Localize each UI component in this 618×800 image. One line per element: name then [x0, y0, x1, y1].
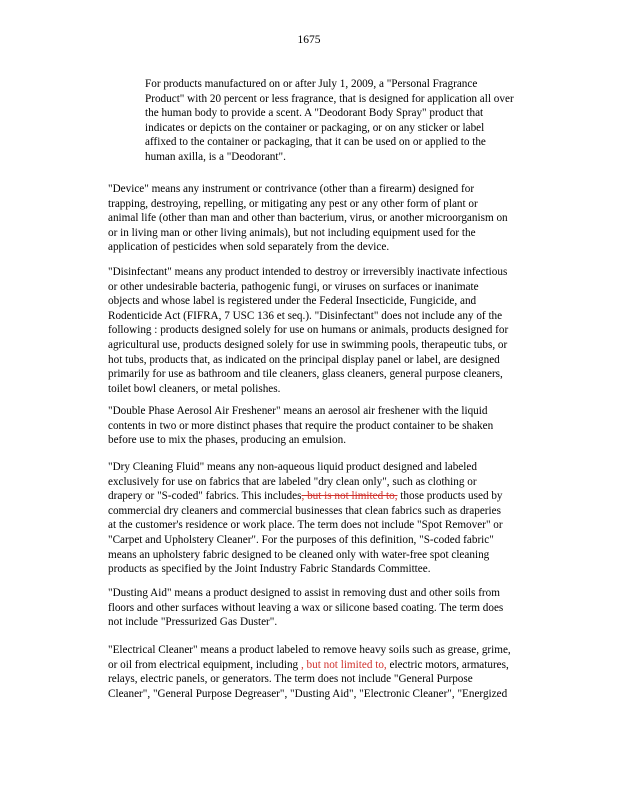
- text-line: [108, 533, 503, 548]
- text-run: the human body to provide a scent. A "Deodorant Body Spray" product that: [145, 107, 484, 120]
- deleted-text: , but is not limited to,: [301, 490, 398, 503]
- text-run: "Dusting Aid" means a product designed to assist in removing dust and other soils from: [108, 587, 500, 599]
- text-run: commercial dry cleaners and commercial businesses that clean fabrics such as draperies: [108, 504, 501, 517]
- text-run: "Electrical Cleaner" means a product labeled to remove heavy soils such as grease, grime,: [108, 644, 511, 656]
- definition-device: [108, 182, 508, 255]
- text-line: [108, 323, 508, 338]
- definition-disinfectant: [108, 265, 508, 396]
- definition-electrical-cleaner: [108, 643, 511, 701]
- text-line: [108, 367, 508, 382]
- text-line: [108, 419, 493, 434]
- text-line: [108, 615, 503, 630]
- text-run: before use to mix the phases, producing an emulsion.: [108, 434, 346, 447]
- text-run: animal life (other than man and other than bacterium, virus, or another microorganism on: [108, 212, 508, 225]
- text-line: [108, 658, 511, 673]
- text-run: or oil from electrical equipment, including: [108, 658, 301, 671]
- text-line: [108, 460, 503, 475]
- text-run: indicates or depicts on the container or packaging, or on any sticker or label: [145, 121, 485, 134]
- text-run: Cleaner", "General Purpose Degreaser", "Dusting Aid", "Electronic Cleaner", "Energized: [108, 687, 508, 700]
- text-run: following : products designed solely for use on humans or animals, products designed for: [108, 324, 509, 337]
- text-line: [108, 687, 511, 702]
- text-run: For products manufactured on or after July 1, 2009, a "Personal Fragrance: [145, 78, 478, 90]
- text-run: those products used by: [397, 490, 503, 503]
- text-run: "Device" means any instrument or contrivance (other than a firearm) designed for: [108, 183, 475, 195]
- text-run: trapping, destroying, repelling, or mitigating any pest or any other form of plant or: [108, 197, 478, 210]
- text-run: primarily for use as bathroom and tile cleaners, glass cleaners, general purpose cleaners,: [108, 368, 503, 381]
- text-line: [108, 211, 508, 226]
- text-line: [108, 294, 508, 309]
- text-line: [108, 643, 511, 658]
- text-line: [108, 433, 493, 448]
- text-run: Product" with 20 percent or less fragrance, that is designed for application all over: [145, 92, 514, 105]
- text-run: Rodenticide Act (FIFRA, 7 USC 136 et seq.). "Disinfectant" does not include any of the: [108, 309, 503, 322]
- text-run: hot tubs, products that, as indicated on the principal display panel or label, are designed: [108, 353, 500, 366]
- text-run: "Dry Cleaning Fluid" means any non-aqueous liquid product designed and labeled: [108, 461, 477, 473]
- text-run: means an upholstery fabric designed to be cleaned only with water-free spot cleaning: [108, 548, 490, 561]
- inserted-text: , but not limited to,: [300, 658, 390, 671]
- definition-dusting-aid: [108, 586, 503, 630]
- text-line: [108, 226, 508, 241]
- text-line: [108, 404, 493, 419]
- text-line: [108, 504, 503, 519]
- text-line: [108, 601, 503, 616]
- definition-double-phase-aerosol: [108, 404, 493, 448]
- text-run: application of pesticides when sold separately from the device.: [108, 241, 390, 254]
- text-run: agricultural use, products designed solely for use in swimming pools, therapeutic tubs, or: [108, 338, 508, 351]
- text-line: [108, 562, 503, 577]
- text-run: floors and other surfaces without leaving a wax or silicone based coating. The term does: [108, 601, 504, 614]
- text-line: [108, 182, 508, 197]
- text-line: [108, 548, 503, 563]
- text-run: affixed to the container or packaging, that it can be used on or applied to the: [145, 136, 486, 149]
- text-line: [108, 280, 508, 295]
- text-run: or other undesirable bacteria, pathogenic fungi, or viruses on surfaces or inanimate: [108, 280, 479, 293]
- text-line: [145, 135, 514, 150]
- text-line: [108, 309, 508, 324]
- text-run: "Carpet and Upholstery Cleaner". For the purposes of this definition, "S-coded fabric": [108, 533, 494, 546]
- text-run: at the customer's residence or work place. The term does not include "Spot Remover" or: [108, 519, 503, 532]
- text-line: [108, 265, 508, 280]
- personal-fragrance-continuation: [145, 77, 514, 165]
- text-line: [108, 672, 511, 687]
- text-line: [145, 92, 514, 107]
- text-line: [108, 382, 508, 397]
- text-line: [108, 518, 503, 533]
- text-line: [108, 240, 508, 255]
- text-line: [108, 475, 503, 490]
- text-run: toilet bowl cleaners, or metal polishes.: [108, 382, 281, 395]
- text-line: [108, 338, 508, 353]
- text-run: "Disinfectant" means any product intended to destroy or irreversibly inactivate infectious: [108, 266, 508, 278]
- text-run: electric motors, armatures,: [389, 658, 509, 671]
- text-run: products as specified by the Joint Industry Fabric Standards Committee.: [108, 563, 431, 576]
- text-line: [108, 586, 503, 601]
- text-run: relays, electric panels, or generators. The term does not include "General Purpose: [108, 673, 473, 686]
- page-number: 1675: [297, 34, 321, 46]
- text-run: human axilla, is a "Deodorant".: [145, 150, 286, 163]
- text-run: or in living man or other living animals), but not including equipment used for the: [108, 226, 476, 239]
- text-line: [145, 121, 514, 136]
- text-line: [145, 77, 514, 92]
- text-run: objects and whose label is registered under the Federal Insecticide, Fungicide, and: [108, 295, 477, 308]
- text-line: [108, 353, 508, 368]
- text-run: not include "Pressurized Gas Duster".: [108, 616, 278, 629]
- text-run: exclusively for use on fabrics that are labeled "dry clean only", such as clothing or: [108, 475, 477, 488]
- text-line: [145, 106, 514, 121]
- text-line: [108, 489, 503, 504]
- text-run: "Double Phase Aerosol Air Freshener" means an aerosol air freshener with the liquid: [108, 405, 488, 417]
- definition-dry-cleaning-fluid: [108, 460, 503, 577]
- text-run: contents in two or more distinct phases that require the product container to be shaken: [108, 419, 494, 432]
- text-run: drapery or "S-coded" fabrics. This includes: [108, 490, 302, 503]
- text-line: [145, 150, 514, 165]
- text-line: [108, 197, 508, 212]
